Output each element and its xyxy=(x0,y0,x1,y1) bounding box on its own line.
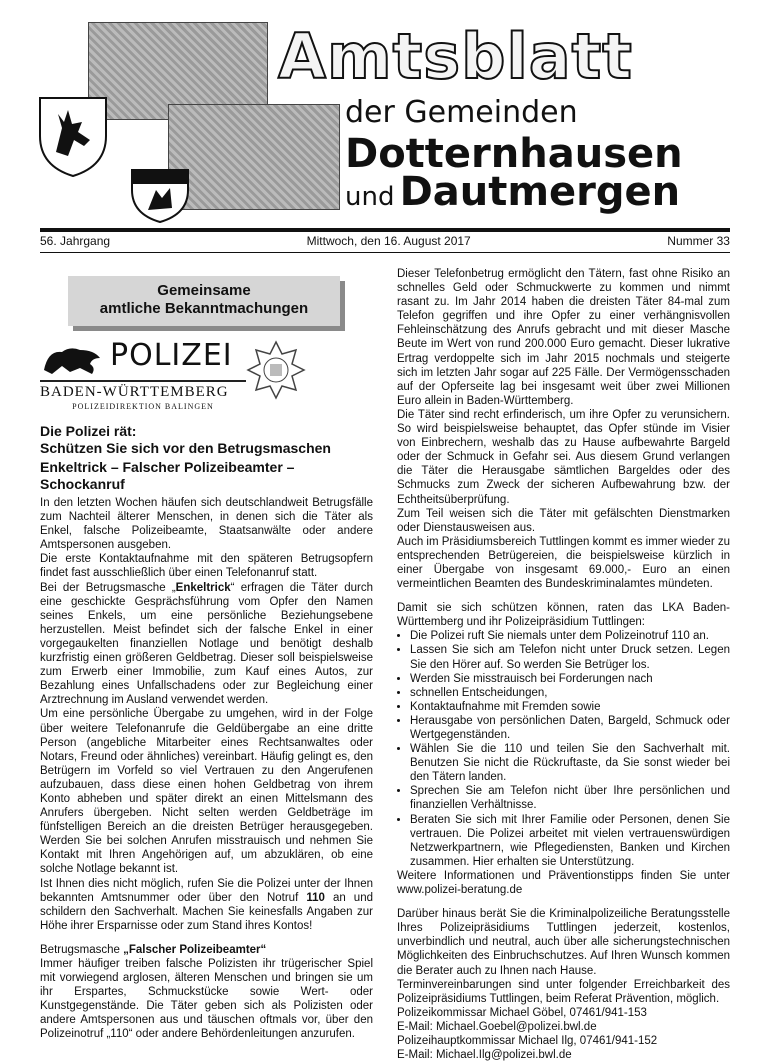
contact-email-1: E-Mail: Michael.Goebel@polizei.bwl.de xyxy=(397,1020,597,1033)
paragraph-6 xyxy=(40,943,373,957)
notice-line-1: Gemeinsame xyxy=(157,282,251,299)
p5-b: 110 xyxy=(306,891,325,904)
paragraph-3 xyxy=(40,581,373,708)
advice-item: • Werden Sie misstrauisch bei Forderungen nach xyxy=(410,672,730,686)
headline-2: Schützen Sie sich vor den Betrugsmaschen xyxy=(40,440,331,456)
date-label: Mittwoch, den 16. August 2017 xyxy=(306,234,471,248)
p3-c: “ erfragen die Täter durch eine geschickte Gesprächsführung vom Opfer den Namen seines Enkels, um eine persönliche Beziehungsebene herzustellen. Meist befindet sich der falsche Enkel in einer vorgegaukelten finanziellen Notlage und benötigt deshalb kurzfristig einen größeren Geldbetrag. Dieser soll beispielsweise zum Erwerb einer Immobilie, zum Kauf eines Autos, zur Bezahlung eines Unfallschadens oder zur Begleichung einer Arztrechnung im Ausland verwendet werden. xyxy=(40,581,373,707)
masthead-rule xyxy=(40,228,730,232)
paragraph-7: Immer häufiger treiben falsche Polizisten ihr trügerischer Spiel mit vorwiegend arglosen, älteren Menschen und bringen sie um ihr Erspartes, Schmuckstücke sowie Wert- oder Kunstgegenstände. Die Täter geben sich als Polizisten oder andere Amtspersonen aus und täuschen oftmals vor, über den Polizeinotruf „110“ oder andere Behördenleitungen anzurufen. xyxy=(40,958,373,1041)
headline-3: Enkeltrick – Falscher Polizeibeamter – xyxy=(40,459,295,475)
masthead-title: Amtsblatt xyxy=(278,20,633,93)
r-paragraph-2: Die Täter sind recht erfinderisch, um ihre Opfer zu verunsichern. So wird beispielsweise behauptet, das Opfer stünde im Visier von Einbrechern, weshalb das zu Hause aufbewahrte Bargeld oder der Schmuck in Gefahr sei. Aus diesem Grund verlangen die Täter die Herausgabe sämtlichen Bargeldes oder des Schmucks zum Zweck der sicheren Aufbewahrung bzw. der Echtheitsüberprüfung. xyxy=(397,408,730,506)
r-paragraph-4: Auch im Präsidiumsbereich Tuttlingen kommt es immer wieder zu entsprechenden Betrügereien, die beispielsweise kürzlich in einer Übergabe von insgesamt 69.000,- Euro an einen vermeintlichen Beamten des Bundeskriminalamtes mündeten. xyxy=(397,535,730,591)
logo-rule xyxy=(40,380,246,382)
notice-line-2: amtliche Bekanntmachungen xyxy=(99,300,309,317)
paragraph-2: Die erste Kontaktaufnahme mit den späteren Betrugsopfern findet fast ausschließlich über einen Telefonanruf statt. xyxy=(40,553,373,580)
dautmergen-coat-of-arms-icon xyxy=(130,168,190,224)
contact-1: Polizeikommissar Michael Göbel, 07461/941-153 xyxy=(397,1006,647,1019)
advice-list xyxy=(397,629,730,869)
masthead-und: und xyxy=(345,182,395,212)
r-paragraph-8: Terminvereinbarungen sind unter folgender Erreichbarkeit des Polizeipräsidiums Tuttlingen, beim Referat Prävention, möglich. xyxy=(397,978,730,1005)
r-paragraph-1: Dieser Telefonbetrug ermöglicht den Tätern, fast ohne Risiko an schnelles Geld oder Schmuckwerte zu kommen und nimmt rasant zu. Im Jahr 2014 haben die dreisten Täter 84-mal zum Telefon gegriffen und ihre Opfer zu einer verhängnisvollen Fehleinschätzung des Anrufs gebracht und mit dieser Masche Beute im Wert von rund 200.000 Euro gemacht. Dieser lukrative Ertrag verdoppelte sich im Jahr 2015 nochmals und steigerte sich im letzten Jahr sogar auf 225 Fälle. Der Vermögensschaden auf der Opferseite lag bei insgesamt weit über zwei Millionen Euro allein in Baden-Württemberg. xyxy=(397,268,730,407)
notice-box xyxy=(68,276,340,326)
masthead-town-2 xyxy=(345,170,680,222)
church-photo xyxy=(168,104,340,210)
r-paragraph-7: Darüber hinaus berät Sie die Kriminalpolizeiliche Beratungsstelle Ihres Polizeipräsidiums Tuttlingen jederzeit, kostenlos, unverbindlich und neutral, auch über alle sicherungstechnischen Möglichkeiten des Einbruchschutzes. Auf Ihren Wunsch kommen die Berater auch zu Ihnen nach Hause. xyxy=(397,908,730,977)
masthead-town-1: Dotternhausen xyxy=(345,131,683,177)
masthead-subtitle: der Gemeinden xyxy=(345,95,578,130)
p5-a: Ist Ihnen dies nicht möglich, rufen Sie die Polizei unter der Ihnen bekannten Amtsnummer oder über den Notruf xyxy=(40,877,373,904)
logo-directorate: POLIZEIDIREKTION BALINGEN xyxy=(72,402,214,411)
headline-4: Schockanruf xyxy=(40,476,125,492)
r-paragraph-3: Zum Teil weisen sich die Täter mit gefälschten Dienstmarken oder Dienstausweisen aus. xyxy=(397,507,730,534)
issue-number-label: Nummer 33 xyxy=(667,234,730,248)
advice-item: • Herausgabe von persönlichen Daten, Bargeld, Schmuck oder Wertgegenständen. xyxy=(410,714,730,742)
contact-email-2: E-Mail: Michael.Ilg@polizei.bwl.de xyxy=(397,1049,572,1062)
logo-state: BADEN-WÜRTTEMBERG xyxy=(40,384,229,400)
advice-item: • Die Polizei ruft Sie niemals unter dem Polizeinotruf 110 an. xyxy=(410,629,730,643)
paragraph-4: Um eine persönliche Übergabe zu umgehen, wird in der Folge über weitere Telefonanrufe die Geldübergabe an eine dritte Person (angebliche Mitarbeiter eines Rechtsanwaltes oder Notars, Freund oder ähnliches) vereinbart. Häufig gelingt es, den Betrügern im Vorfeld so viel Vertrauen zu den Angerufenen aufzubauen, dass diese einen hohen Geldbetrag von ihrem Konto abheben und später direkt an einen Mittelsmann des Anrufers übergeben. Nicht selten werden Geldbeträge im fünfstelligen Bereich an die dreisten Betrüger herausgegeben. Werden Sie bei solchen Anrufen misstrauisch und nehmen Sie Kontakt mit Ihren Angehörigen auf, um abzuklären, ob eine solche Notlage bekannt ist. xyxy=(40,708,373,876)
advice-item: • Wählen Sie die 110 und teilen Sie den Sachverhalt mit. Benutzen Sie nicht die Rückruftaste, da Sie sonst wieder bei den Tätern landen. xyxy=(410,742,730,784)
volume-label: 56. Jahrgang xyxy=(40,234,111,248)
police-star-badge-icon xyxy=(246,340,306,400)
p3-a: Bei der Betrugsmasche „ xyxy=(40,581,176,594)
info-rule xyxy=(40,252,730,253)
advice-item: • schnellen Entscheidungen, xyxy=(410,686,730,700)
headline-1: Die Polizei rät: xyxy=(40,423,137,439)
advice-item: • Beraten Sie sich mit Ihrer Familie oder Personen, denen Sie vertrauen. Die Polizei arbeitet mit vielen vertrauenswürdigen Netzwerkpartnern, wie Pflegediensten, Banken und Kirchen zusammen. Hier erhalten sie Unterstützung. xyxy=(410,813,730,869)
paragraph-1: In den letzten Wochen häufen sich deutschlandweit Betrugsfälle zum Nachteil älterer Menschen, in denen sich die Täter als Enkel, falsche Polizeibeamte, Staatsanwälte oder andere Amtspersonen ausgeben. xyxy=(40,497,373,552)
p3-b: Enkeltrick xyxy=(175,581,231,594)
masthead-town-2-name: Dautmergen xyxy=(399,169,681,215)
r-paragraph-6: Weitere Informationen und Präventionstipps finden Sie unter www.polizei-beratung.de xyxy=(397,869,730,897)
polizei-wordmark: POLIZEI xyxy=(110,338,233,373)
dotternhausen-coat-of-arms-icon xyxy=(38,96,108,178)
paragraph-5 xyxy=(40,877,373,933)
lion-emblem-icon xyxy=(40,344,104,376)
p5-c: an und schildern den Sachverhalt. Machen Sie keinesfalls Angaben zur Höhe ihrer Ersparnisse oder zum Stand ihres Kontos! xyxy=(40,891,373,932)
left-column xyxy=(40,423,373,1042)
issue-info-row xyxy=(40,234,730,248)
contact-2: Polizeihauptkommissar Michael Ilg, 07461/941-152 xyxy=(397,1034,658,1047)
r-paragraph-5: Damit sie sich schützen können, raten das LKA Baden-Württemberg und ihr Polizeipräsidium Tuttlingen: xyxy=(397,602,730,629)
p6-b: „Falscher Polizeibeamter“ xyxy=(123,943,267,956)
right-column xyxy=(397,267,730,1062)
advice-item: • Lassen Sie sich am Telefon nicht unter Druck setzen. Legen Sie den Hörer auf. So werden Sie Betrüger los. xyxy=(410,643,730,671)
advice-item: • Sprechen Sie am Telefon nicht über Ihre persönlichen und finanziellen Verhältnisse. xyxy=(410,784,730,812)
p6-a: Betrugsmasche xyxy=(40,943,124,956)
advice-item: • Kontaktaufnahme mit Fremden sowie xyxy=(410,700,730,714)
